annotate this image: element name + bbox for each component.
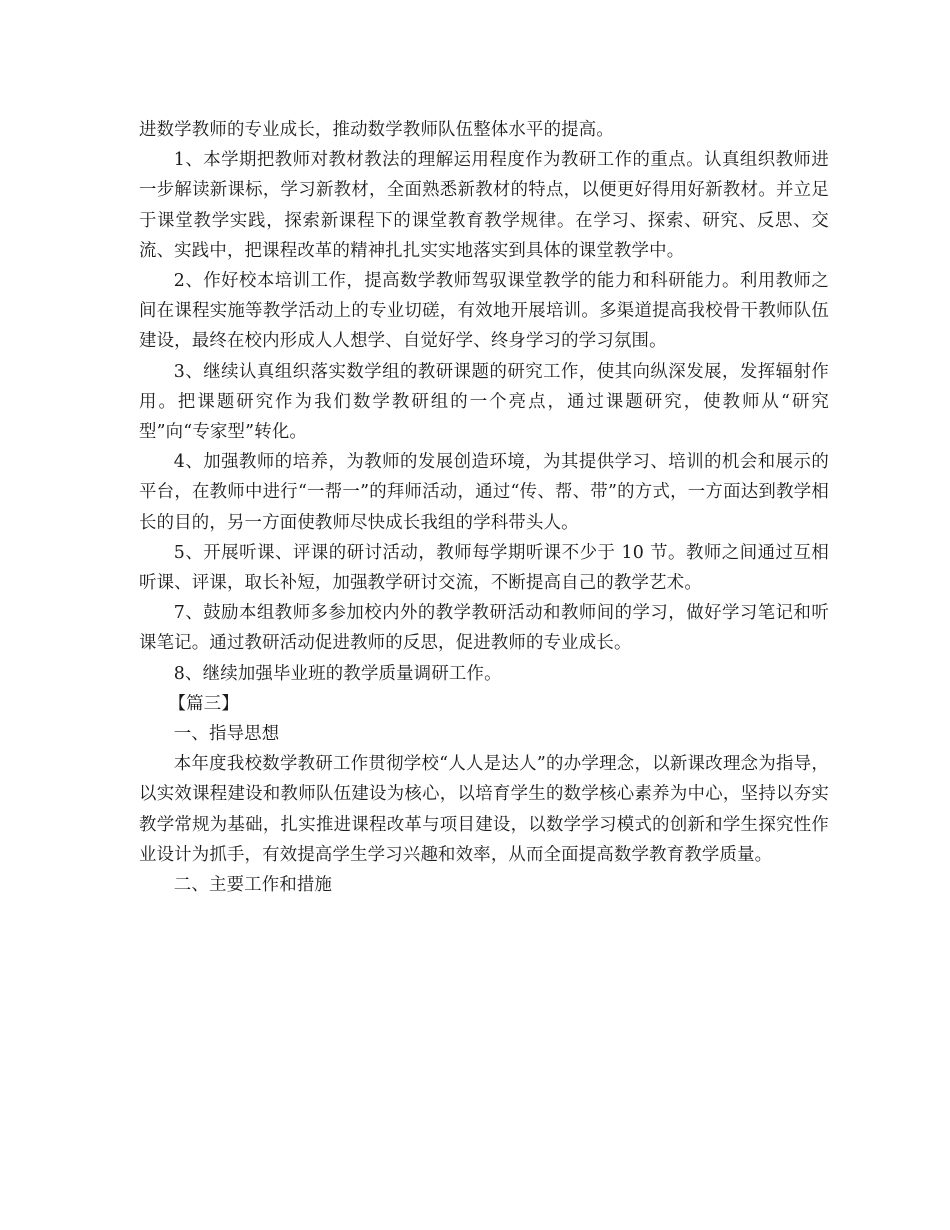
paragraph-item-1: 1、本学期把教师对教材教法的理解运用程度作为教研工作的重点。认真组织教师进一步解读新课标，学习新教材，全面熟悉新教材的特点，以便更好得用好新教材。并立足于课堂教学实践，探索新课程下的课堂教育教学规律。在学习、探索、研究、反思、交流、实践中，把课程改革的精神扎扎实实地落实到具体的课堂教学中。 [139,150,829,261]
paragraph-item-2: 2、作好校本培训工作，提高数学教师驾驭课堂教学的能力和科研能力。利用教师之间在课程实施等教学活动上的专业切磋，有效地开展培训。多渠道提高我校骨干教师队伍建设，最终在校内形成人人想学、自觉好学、终身学习的学习氛围。 [139,271,829,352]
document-body [139,115,829,900]
paragraph-continuation: 进数学教师的专业成长，推动数学教师队伍整体水平的提高。 [139,120,614,140]
heading-guiding-ideology: 一、指导思想 [173,724,280,745]
paragraph-item-5: 5、开展听课、评课的研讨活动，教师每学期听课不少于 10 节。教师之间通过互相听课、评课，取长补短，加强教学研讨交流，不断提高自己的教学艺术。 [139,542,829,594]
paragraph-item-8: 8、继续加强毕业班的教学质量调研工作。 [173,663,502,684]
paragraph-item-7: 7、鼓励本组教师多参加校内外的教学教研活动和教师间的学习，做好学习笔记和听课笔记。通过教研活动促进教师的反思，促进教师的专业成长。 [139,603,829,654]
heading-main-work: 二、主要工作和措施 [173,875,333,896]
paragraph-item-4: 4、加强教师的培养，为教师的发展创造环境，为其提供学习、培训的机会和展示的平台，在教师中进行“一帮一”的拜师活动，通过“传、帮、带”的方式，一方面达到教学相长的目的，另一方面使教师尽快成长我组的学科带头人。 [139,452,829,533]
paragraph-guiding-ideology: 本年度我校数学教研工作贯彻学校“人人是达人”的办学理念，以新课改理念为指导，以实效课程建设和教师队伍建设为核心，以培育学生的数学核心素养为中心，坚持以夯实教学常规为基础，扎实推进课程改革与项目建设，以数学学习模式的创新和学生探究性作业设计为抓手，有效提高学生学习兴趣和效率，从而全面提高数学教育教学质量。 [139,754,829,865]
section-title: 【篇三】 [168,693,239,714]
paragraph-item-3: 3、继续认真组织落实数学组的教研课题的研究工作，使其向纵深发展，发挥辐射作用。把课题研究作为我们数学教研组的一个亮点，通过课题研究，使教师从“研究型”向“专家型”转化。 [139,361,829,443]
